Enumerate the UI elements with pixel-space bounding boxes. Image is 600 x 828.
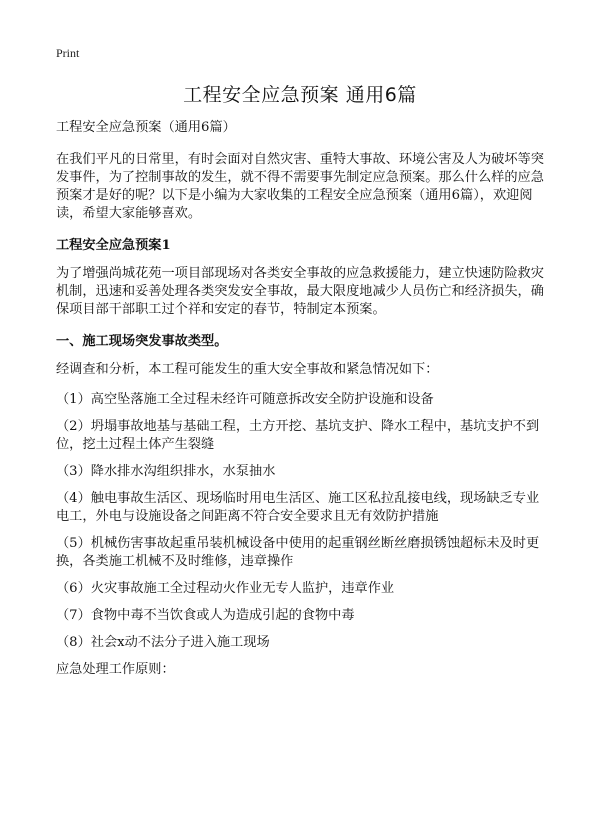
- document-subtitle: 工程安全应急预案（通用6篇）: [56, 120, 236, 135]
- list-item: （3）降水排水沟组织排水，水泵抽水: [56, 464, 276, 479]
- document-title: 工程安全应急预案 通用6篇: [183, 84, 417, 106]
- print-label: Print: [56, 46, 80, 60]
- section-heading: 工程安全应急预案1: [56, 238, 171, 253]
- list-item: （8）社会x动不法分子进入施工现场: [56, 635, 270, 650]
- list-item: （5）机械伤害事故起重吊装机械设备中使用的起重钢丝断丝磨损锈蚀超标未及时更换，各类施工机械不及时维修，违章操作: [56, 536, 540, 569]
- closing-line: 应急处理工作原则：: [56, 662, 175, 677]
- list-item: （6）火灾事故施工全过程动火作业无专人监护，违章作业: [56, 581, 395, 596]
- list-item: （4）触电事故生活区、现场临时用电生活区、施工区私拉乱接电线，现场缺乏专业电工，外电与设施设备之间距离不符合安全要求且无有效防护措施: [56, 491, 540, 524]
- survey-paragraph: 经调查和分析，本工程可能发生的重大安全事故和紧急情况如下：: [56, 362, 439, 377]
- section-paragraph: 为了增强尚城花苑一项目部现场对各类安全事故的应急救援能力，建立快速防险救灾机制，迅速和妥善处理各类突发安全事故，最大限度地减少人员伤亡和经济损失，确保项目部干部职工过个祥和安定的春节，特制定本预案。: [56, 266, 544, 317]
- list-item: （2）坍塌事故地基与基础工程，土方开挖、基坑支护、降水工程中，基坑支护不到位，挖土过程土体产生裂缝: [56, 419, 540, 452]
- intro-paragraph: 在我们平凡的日常里，有时会面对自然灾害、重特大事故、环境公害及人为破坏等突发事件，为了控制事故的发生，就不得不需要事先制定应急预案。那么什么样的应急预案才是好的呢？以下是小编为大家收集的工程安全应急预案（通用6篇），欢迎阅读，希望大家能够喜欢。: [56, 152, 544, 221]
- subsection-heading: 一、施工现场突发事故类型。: [56, 334, 228, 349]
- list-item: （1）高空坠落施工全过程未经许可随意拆改安全防护设施和设备: [56, 392, 434, 407]
- document-body: [56, 119, 552, 679]
- list-item: （7）食物中毒不当饮食或人为造成引起的食物中毒: [56, 608, 355, 623]
